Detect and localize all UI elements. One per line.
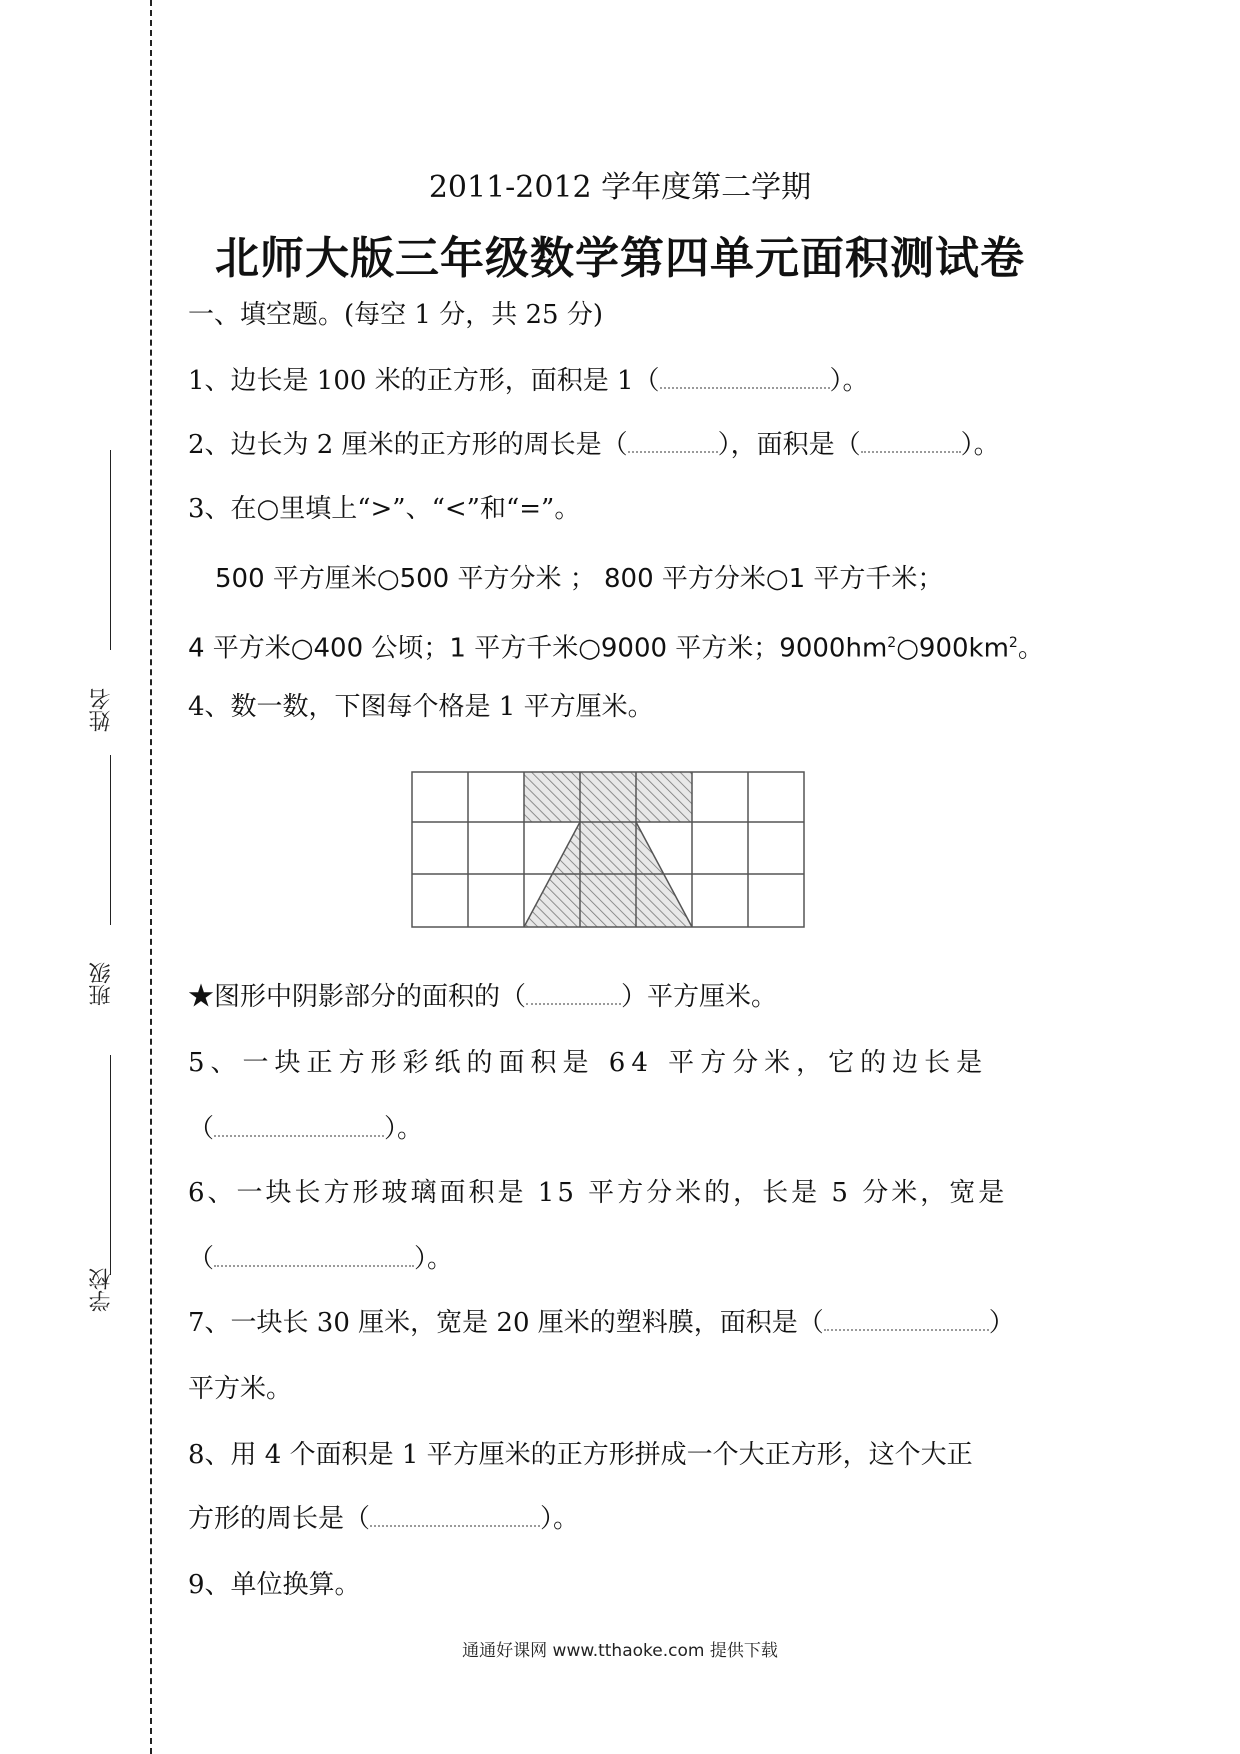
footer-source: 通通好课网 www.tthaoke.com 提供下载: [462, 1641, 778, 1661]
q8-answer-blank[interactable]: [370, 1515, 540, 1527]
q5-close: ）。: [384, 1114, 424, 1144]
exam-title: 北师大版三年级数学第四单元面积测试卷: [215, 233, 1025, 284]
question-5: 5、一块正方形彩纸的面积是 64 平方分米，它的边长是: [188, 1048, 989, 1078]
q8-text: 方形的周长是（: [188, 1504, 371, 1534]
question-7: [188, 1306, 1015, 1340]
q5-open: （: [188, 1114, 215, 1144]
q7-answer-blank[interactable]: [824, 1319, 989, 1331]
question-3-row-2: [188, 626, 1044, 666]
star-tail: ）平方厘米。: [621, 982, 778, 1012]
name-fill-line: [110, 450, 111, 650]
q3-row2-mid: ○900km: [896, 633, 1009, 664]
q2-text: 2、边长为 2 厘米的正方形的周长是（: [188, 430, 628, 460]
q3-row2-text: 4 平方米○400 公顷；1 平方千米○9000 平方米；9000hm: [188, 633, 888, 664]
section-heading: 一、填空题。(每空 1 分，共 25 分): [188, 300, 603, 330]
q2-mid: ），面积是（: [717, 430, 861, 460]
question-2: [188, 428, 1000, 462]
q1-tail: ）。: [829, 366, 869, 396]
sup-km2: 2: [1008, 635, 1018, 651]
star-text: ★图形中阴影部分的面积的（: [188, 982, 527, 1012]
q2-perimeter-blank[interactable]: [628, 441, 718, 453]
star-answer-blank[interactable]: [526, 993, 621, 1005]
question-6-answer: [188, 1242, 453, 1276]
star-question: [188, 980, 777, 1014]
q7-text: 7、一块长 30 厘米，宽是 20 厘米的塑料膜，面积是（: [188, 1308, 824, 1338]
q8-close: ）。: [540, 1504, 580, 1534]
q6-answer-blank[interactable]: [214, 1255, 414, 1267]
q7-close: ）: [988, 1308, 1015, 1338]
question-5-answer: [188, 1112, 423, 1146]
question-3-row-1: 500 平方厘米○500 平方分米 ； 800 平方分米○1 平方千米；: [215, 564, 944, 594]
question-9: 9、单位换算。: [188, 1570, 361, 1600]
school-fill-line: [110, 1055, 111, 1275]
name-tail-line: [110, 755, 111, 925]
grid-figure: [410, 770, 810, 930]
school-label: 学校: [89, 1268, 114, 1312]
question-4: 4、数一数，下图每个格是 1 平方厘米。: [188, 692, 654, 722]
sup-hm2: 2: [887, 635, 897, 651]
q3-row2-end: 。: [1017, 633, 1044, 664]
q2-area-blank[interactable]: [861, 441, 961, 453]
q2-tail: ）。: [960, 430, 1000, 460]
q6-open: （: [188, 1244, 215, 1274]
question-1: [188, 364, 869, 398]
year-term-title: 2011-2012 学年度第二学期: [428, 170, 812, 205]
q5-answer-blank[interactable]: [214, 1125, 384, 1137]
question-8: 8、用 4 个面积是 1 平方厘米的正方形拼成一个大正方形，这个大正: [188, 1440, 973, 1470]
shaded-cell: [524, 772, 580, 822]
question-6: 6、一块长方形玻璃面积是 15 平方分米的，长是 5 分米，宽是: [188, 1178, 1008, 1208]
q1-answer-blank[interactable]: [660, 377, 830, 389]
q6-close: ）。: [414, 1244, 454, 1274]
name-label: 姓名: [89, 688, 114, 732]
question-8-answer: [188, 1502, 579, 1536]
q1-text: 1、边长是 100 米的正方形，面积是 1（: [188, 366, 660, 396]
class-label: 班级: [89, 962, 114, 1006]
question-7-unit: 平方米。: [188, 1374, 293, 1404]
shaded-cell: [580, 772, 636, 822]
question-3: 3、在○里填上“>”、“<”和“=”。: [188, 494, 581, 524]
shaded-cell: [636, 772, 692, 822]
